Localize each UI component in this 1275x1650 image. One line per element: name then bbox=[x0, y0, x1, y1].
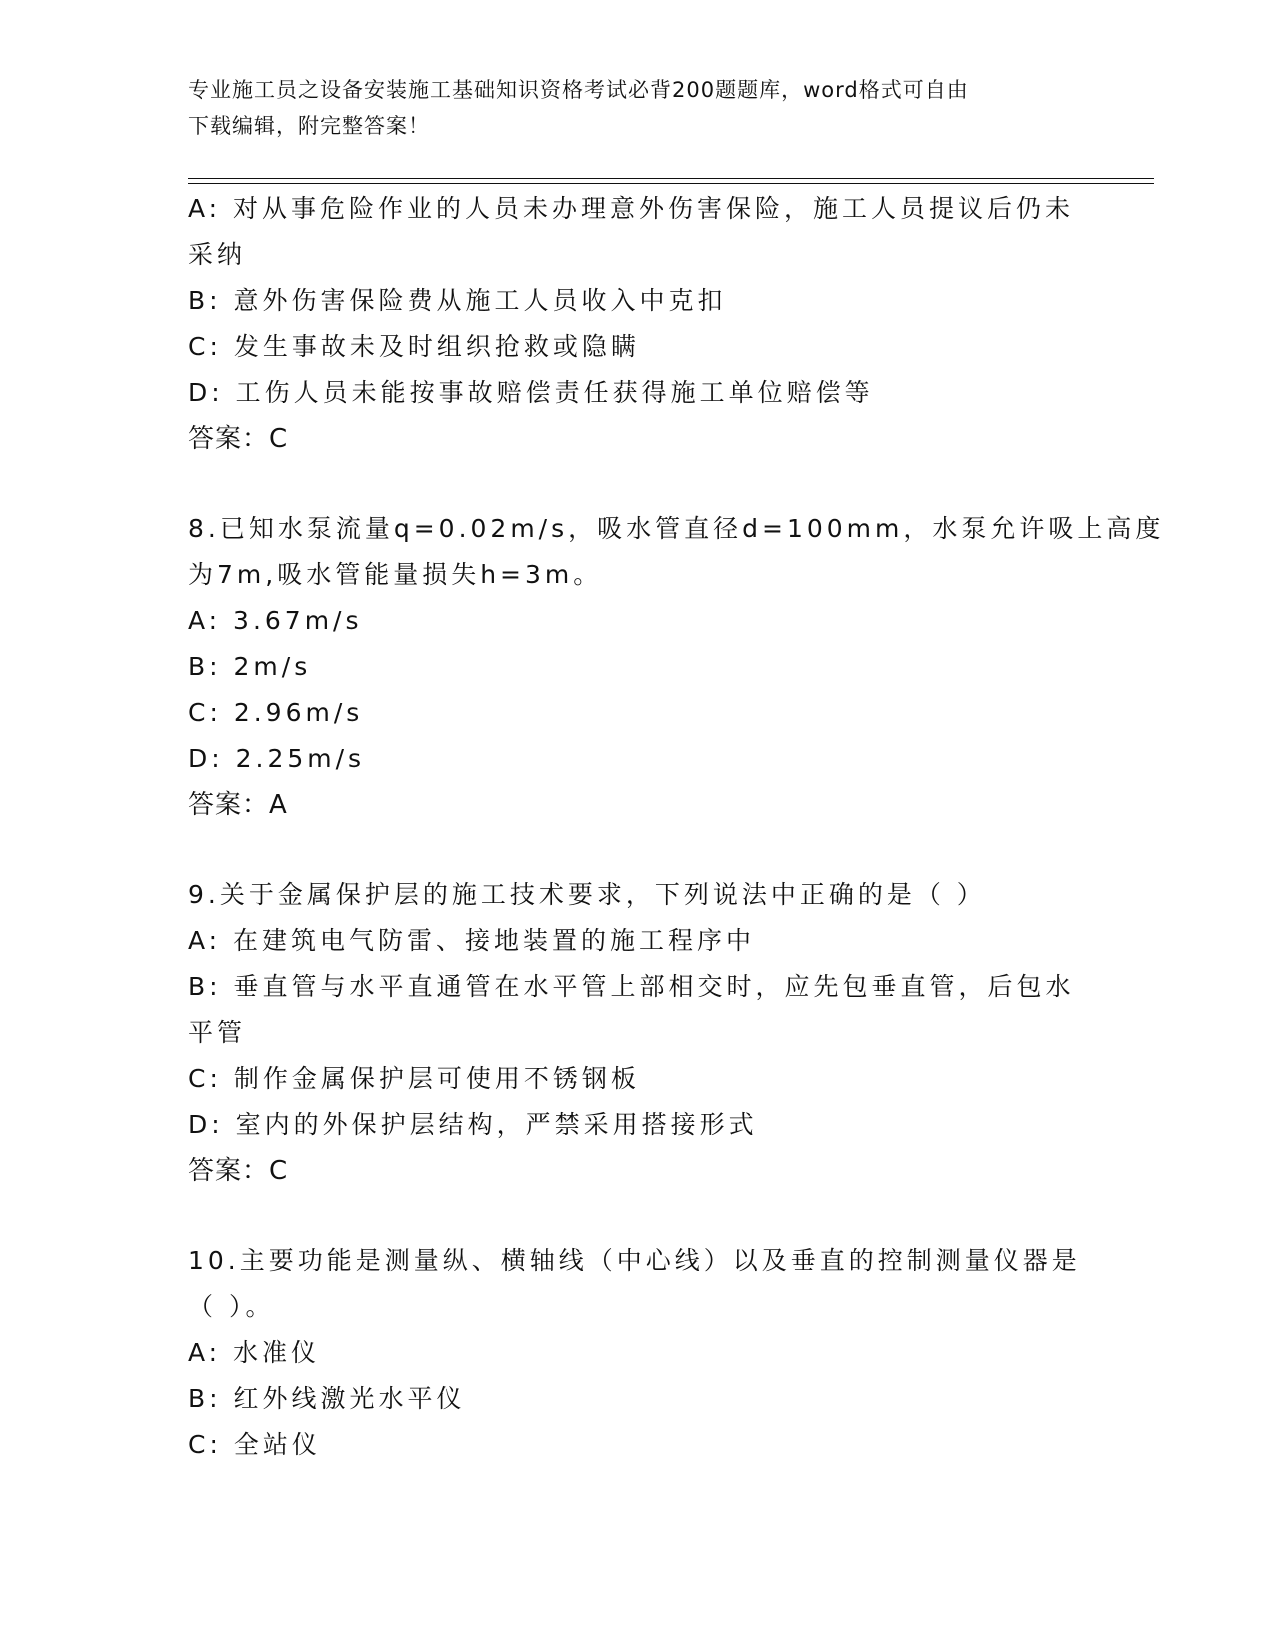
q9-answer: 答案：C bbox=[188, 1156, 289, 1186]
q8-stem-line-1: 8.已知水泵流量q=0.02m/s，吸水管直径d=100mm，水泵允许吸上高度 bbox=[188, 514, 1165, 543]
question-9-block bbox=[188, 872, 1088, 1194]
q8-option-c: C: 2.96m/s bbox=[188, 698, 364, 727]
spacer bbox=[188, 462, 1088, 506]
question-content bbox=[188, 186, 1165, 1468]
header-divider-bottom bbox=[188, 183, 1154, 184]
q9-option-c: C: 制作金属保护层可使用不锈钢板 bbox=[188, 1064, 640, 1093]
q7-option-c: C: 发生事故未及时组织抢救或隐瞒 bbox=[188, 332, 640, 361]
header-divider-top bbox=[188, 178, 1154, 179]
q10-stem-line-1: 10.主要功能是测量纵、横轴线（中心线）以及垂直的控制测量仪器是 bbox=[188, 1246, 1081, 1275]
q9-option-a: A: 在建筑电气防雷、接地装置的施工程序中 bbox=[188, 926, 756, 955]
spacer bbox=[188, 828, 1088, 872]
spacer bbox=[188, 1194, 1088, 1238]
question-10-block bbox=[188, 1238, 1088, 1468]
q7-answer: 答案：C bbox=[188, 424, 289, 454]
question-8-block bbox=[188, 506, 1165, 828]
q10-option-b: B: 红外线激光水平仪 bbox=[188, 1384, 466, 1413]
q7-option-b: B: 意外伤害保险费从施工人员收入中克扣 bbox=[188, 286, 727, 315]
document-header bbox=[188, 72, 1088, 144]
q8-option-b: B: 2m/s bbox=[188, 652, 312, 681]
q9-stem: 9.关于金属保护层的施工技术要求，下列说法中正确的是（ ） bbox=[188, 880, 986, 909]
q8-option-a: A: 3.67m/s bbox=[188, 606, 363, 635]
q8-answer: 答案：A bbox=[188, 790, 288, 820]
q7-option-a-line-1: A: 对从事危险作业的人员未办理意外伤害保险，施工人员提议后仍未 bbox=[188, 194, 1075, 223]
q9-option-b-line-1: B: 垂直管与水平直通管在水平管上部相交时，应先包垂直管，后包水 bbox=[188, 972, 1075, 1001]
question-7-block bbox=[188, 186, 1088, 462]
q7-option-d: D: 工伤人员未能按事故赔偿责任获得施工单位赔偿等 bbox=[188, 378, 874, 407]
q9-option-b-line-2: 平管 bbox=[188, 1018, 247, 1047]
q9-option-d: D: 室内的外保护层结构，严禁采用搭接形式 bbox=[188, 1110, 758, 1139]
q10-option-a: A: 水准仪 bbox=[188, 1338, 321, 1367]
q10-option-c: C: 全站仪 bbox=[188, 1430, 321, 1459]
q8-option-d: D: 2.25m/s bbox=[188, 744, 366, 773]
header-line-1: 专业施工员之设备安装施工基础知识资格考试必背200题题库，word格式可自由 bbox=[188, 78, 969, 102]
q7-option-a-line-2: 采纳 bbox=[188, 240, 247, 269]
q10-stem-line-2: （ ）。 bbox=[188, 1292, 275, 1321]
header-line-2: 下载编辑，附完整答案！ bbox=[188, 114, 430, 138]
q8-stem-line-2: 为7m,吸水管能量损失h=3m。 bbox=[188, 560, 603, 589]
